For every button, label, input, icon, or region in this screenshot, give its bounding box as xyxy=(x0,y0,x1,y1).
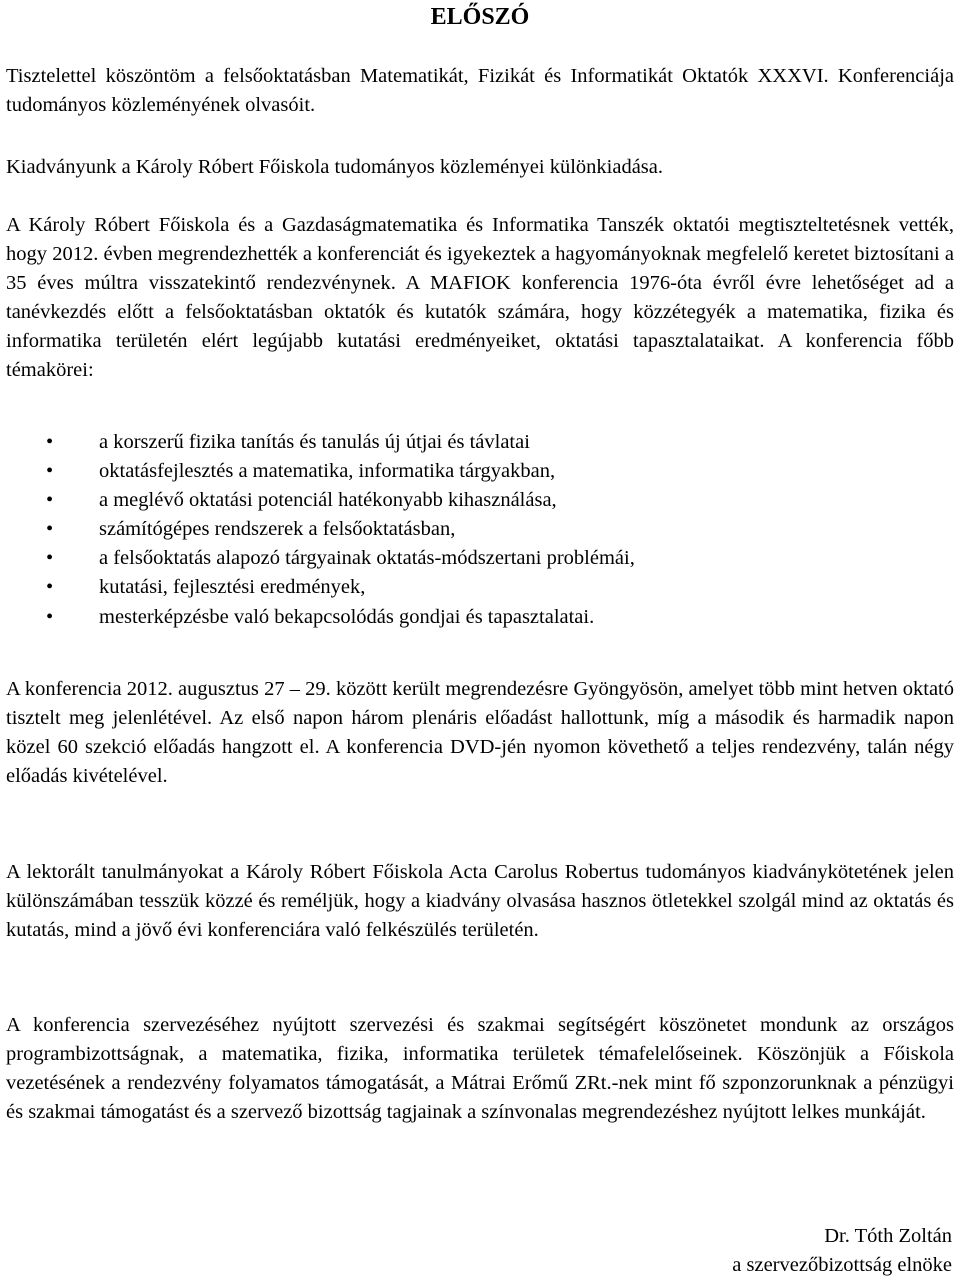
list-item: • mesterképzésbe való bekapcsolódás gondjai és tapasztalatai. xyxy=(6,603,954,632)
topics-list-container xyxy=(6,428,954,632)
list-item: • a meglévő oktatási potenciál hatékonyabb kihasználása, xyxy=(6,486,954,515)
bullet-icon: • xyxy=(46,576,54,599)
conference-paragraph: A Károly Róbert Főiskola és a Gazdaságmatematika és Informatika Tanszék oktatói megtiszteltetésnek vették, hogy 2012. évben megrendezhették a konferenciát és igyekeztek a hagyományoknak megfelelő keretet biztosítani a 35 éves múltra visszatekintő rendezvénynek. A MAFIOK konferencia 1976-óta évről évre lehetőséget ad a tanévkezdés előtt a felsőoktatásban oktatók és kutatók számára, hogy közzétegyék a matematika, fizika és informatika területén elért legújabb kutatási eredményeiket, oktatási tapasztalataikat. A konferencia főbb témakörei: xyxy=(6,214,954,382)
acknowledgement-paragraph: A konferencia szervezéséhez nyújtott szervezési és szakmai segítségért köszönetet mondunk az országos programbizottságnak, a matematika, fizika, informatika területek témafelelőseinek. Köszönjük a Főiskola vezetésének a rendezvény folyamatos támogatását, a Mátrai Erőmű ZRt.-nek mint fő szponzorunknak a pénzügyi és szakmai támogatást és a szervező bizottság tagjainak a színvonalas megrendezéshez nyújtott lelkes munkáját. xyxy=(6,1014,954,1124)
signature-block xyxy=(732,1222,952,1280)
publication-paragraph: Kiadványunk a Károly Róbert Főiskola tudományos közleményei különkiadása. xyxy=(6,156,664,178)
list-item: • a korszerű fizika tanítás és tanulás új útjai és távlatai xyxy=(6,428,954,457)
signature-role: a szervezőbizottság elnöke xyxy=(732,1254,952,1276)
bullet-icon: • xyxy=(46,489,54,512)
list-item: • számítógépes rendszerek a felsőoktatásban, xyxy=(6,515,954,544)
topics-list xyxy=(6,428,954,632)
proceedings-paragraph: A lektorált tanulmányokat a Károly Róbert Főiskola Acta Carolus Robertus tudományos kiadványkötetének jelen különszámában tesszük közzé és reméljük, hogy a kiadvány olvasása hasznos ötletekkel szolgál mind az oktatás és kutatás, mind a jövő évi konferenciára való felkészülés területén. xyxy=(6,861,954,942)
bullet-icon: • xyxy=(46,460,54,483)
bullet-icon: • xyxy=(46,547,54,570)
intro-paragraph: Tisztelettel köszöntöm a felsőoktatásban Matematikát, Fizikát és Informatikát Oktatók XXXVI. Konferenciája tudományos közleményének olvasóit. xyxy=(6,65,954,117)
list-item: • oktatásfejlesztés a matematika, informatika tárgyakban, xyxy=(6,457,954,486)
bullet-icon: • xyxy=(46,518,54,541)
event-paragraph: A konferencia 2012. augusztus 27 – 29. között került megrendezésre Gyöngyösön, amelyet több mint hetven oktató tisztelt meg jelenlétével. Az első napon három plenáris előadást hallottunk, míg a második és harmadik napon közel 60 szekció előadás hangzott el. A konferencia DVD-jén nyomon követhető a teljes rendezvény, talán négy előadás kivételével. xyxy=(6,678,954,788)
page-title: ELŐSZÓ xyxy=(430,4,530,30)
signature-name: Dr. Tóth Zoltán xyxy=(824,1225,952,1247)
bullet-icon: • xyxy=(46,431,54,453)
bullet-icon: • xyxy=(46,605,54,628)
list-item: • kutatási, fejlesztési eredmények, xyxy=(6,573,954,602)
list-item: • a felsőoktatás alapozó tárgyainak oktatás-módszertani problémái, xyxy=(6,544,954,573)
